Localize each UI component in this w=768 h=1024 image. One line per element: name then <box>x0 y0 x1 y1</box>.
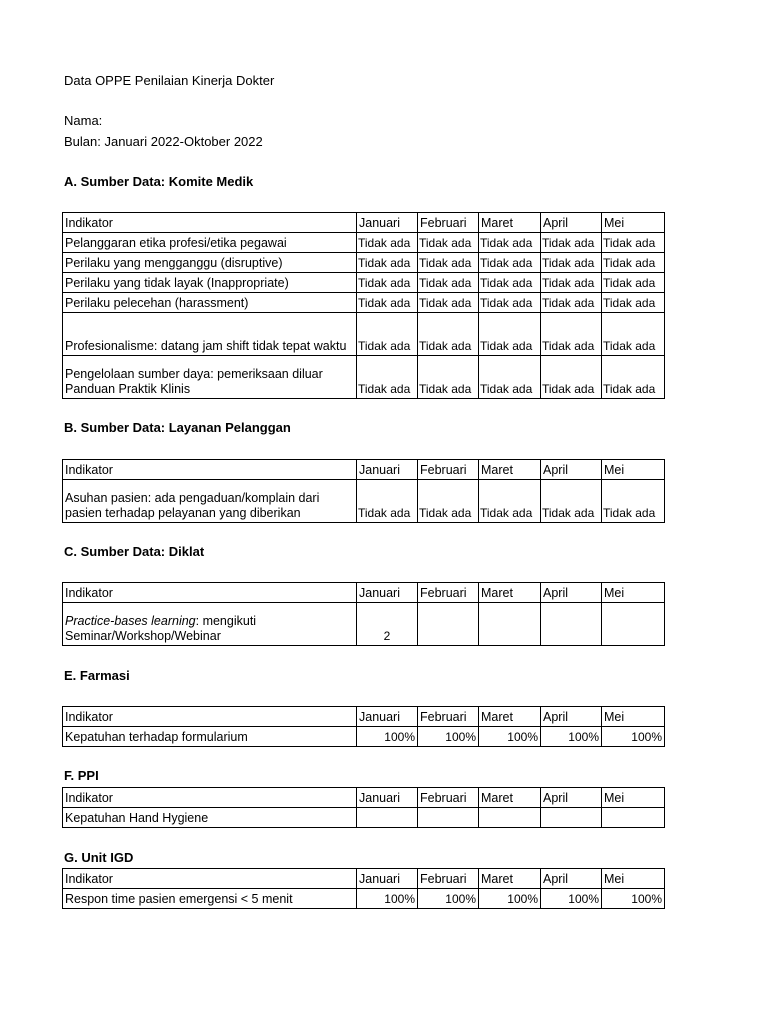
table-header-row <box>63 460 665 480</box>
indikator-cell: Asuhan pasien: ada pengaduan/komplain dari pasien terhadap pelayanan yang diberikan <box>63 480 357 523</box>
header-month: April <box>541 707 602 727</box>
value-cell <box>479 808 541 828</box>
value-cell: Tidak ada <box>541 233 602 253</box>
indikator-cell: Profesionalisme: datang jam shift tidak tepat waktu <box>63 313 357 356</box>
value-cell: Tidak ada <box>602 480 665 523</box>
value-cell: Tidak ada <box>602 313 665 356</box>
value-cell: Tidak ada <box>541 356 602 399</box>
indikator-text: : mengikuti Seminar/Workshop/Webinar <box>65 614 257 643</box>
table-unit-igd <box>62 868 665 909</box>
header-month: April <box>541 869 602 889</box>
header-month: Mei <box>602 707 665 727</box>
table-header-row <box>63 707 665 727</box>
value-cell: Tidak ada <box>357 253 418 273</box>
value-cell: Tidak ada <box>479 480 541 523</box>
header-month: Januari <box>357 460 418 480</box>
header-month: Maret <box>479 707 541 727</box>
table-header-row <box>63 213 665 233</box>
value-cell: Tidak ada <box>479 313 541 356</box>
indikator-cell: Kepatuhan terhadap formularium <box>63 727 357 747</box>
value-cell: 2 <box>357 603 418 646</box>
value-cell: Tidak ada <box>357 313 418 356</box>
table-header-row <box>63 869 665 889</box>
value-cell: Tidak ada <box>357 480 418 523</box>
indikator-cell: Pelanggaran etika profesi/etika pegawai <box>63 233 357 253</box>
header-month: Januari <box>357 213 418 233</box>
value-cell: 100% <box>602 727 665 747</box>
header-month: April <box>541 583 602 603</box>
value-cell: Tidak ada <box>479 273 541 293</box>
value-cell: Tidak ada <box>602 233 665 253</box>
value-cell: Tidak ada <box>418 356 479 399</box>
table-ppi <box>62 787 665 828</box>
value-cell: Tidak ada <box>418 273 479 293</box>
value-cell <box>418 603 479 646</box>
header-indikator: Indikator <box>63 788 357 808</box>
indikator-emphasis: Practice-bases learning <box>65 614 196 628</box>
document-title: Data OPPE Penilaian Kinerja Dokter <box>64 73 275 88</box>
header-indikator: Indikator <box>63 583 357 603</box>
value-cell: Tidak ada <box>541 480 602 523</box>
header-month: Februari <box>418 869 479 889</box>
value-cell: Tidak ada <box>418 313 479 356</box>
value-cell: 100% <box>541 889 602 909</box>
header-month: Maret <box>479 583 541 603</box>
value-cell: Tidak ada <box>541 273 602 293</box>
table-row <box>63 253 665 273</box>
header-month: Maret <box>479 869 541 889</box>
table-row <box>63 356 665 399</box>
header-month: Februari <box>418 583 479 603</box>
header-indikator: Indikator <box>63 707 357 727</box>
value-cell: Tidak ada <box>418 480 479 523</box>
table-layanan-pelanggan <box>62 459 665 523</box>
section-e-title: E. Farmasi <box>64 668 130 683</box>
value-cell: 100% <box>357 727 418 747</box>
section-a-title: A. Sumber Data: Komite Medik <box>64 174 254 189</box>
header-month: Februari <box>418 707 479 727</box>
value-cell: Tidak ada <box>357 233 418 253</box>
section-c-title: C. Sumber Data: Diklat <box>64 544 205 559</box>
indikator-cell: Perilaku yang tidak layak (Inappropriate) <box>63 273 357 293</box>
header-month: Januari <box>357 707 418 727</box>
header-month: Maret <box>479 788 541 808</box>
section-f-title: F. PPI <box>64 768 99 783</box>
indikator-cell: Kepatuhan Hand Hygiene <box>63 808 357 828</box>
header-month: Januari <box>357 788 418 808</box>
indikator-cell: Perilaku pelecehan (harassment) <box>63 293 357 313</box>
table-row <box>63 727 665 747</box>
value-cell: Tidak ada <box>357 273 418 293</box>
table-row <box>63 603 665 646</box>
header-month: April <box>541 788 602 808</box>
value-cell <box>418 808 479 828</box>
header-indikator: Indikator <box>63 869 357 889</box>
value-cell <box>602 808 665 828</box>
table-row <box>63 233 665 253</box>
value-cell: Tidak ada <box>602 293 665 313</box>
table-farmasi <box>62 706 665 747</box>
header-month: Februari <box>418 788 479 808</box>
value-cell: Tidak ada <box>418 233 479 253</box>
bulan-field: Bulan: Januari 2022-Oktober 2022 <box>64 134 263 149</box>
value-cell: Tidak ada <box>479 253 541 273</box>
table-row <box>63 293 665 313</box>
value-cell: Tidak ada <box>357 356 418 399</box>
header-month: Mei <box>602 583 665 603</box>
header-indikator: Indikator <box>63 213 357 233</box>
value-cell: Tidak ada <box>602 356 665 399</box>
header-month: Mei <box>602 213 665 233</box>
indikator-cell <box>63 603 357 646</box>
value-cell: 100% <box>479 727 541 747</box>
nama-field: Nama: <box>64 113 103 128</box>
header-month: Maret <box>479 213 541 233</box>
header-month: Maret <box>479 460 541 480</box>
value-cell: Tidak ada <box>602 273 665 293</box>
value-cell: Tidak ada <box>418 253 479 273</box>
table-row <box>63 273 665 293</box>
header-month: April <box>541 213 602 233</box>
header-month: Februari <box>418 460 479 480</box>
table-row <box>63 889 665 909</box>
table-row <box>63 313 665 356</box>
header-month: Januari <box>357 869 418 889</box>
header-month: Mei <box>602 869 665 889</box>
value-cell: Tidak ada <box>418 293 479 313</box>
value-cell: 100% <box>541 727 602 747</box>
value-cell: Tidak ada <box>479 356 541 399</box>
header-month: Mei <box>602 460 665 480</box>
value-cell <box>541 603 602 646</box>
value-cell: Tidak ada <box>479 293 541 313</box>
value-cell: Tidak ada <box>602 253 665 273</box>
value-cell: Tidak ada <box>541 293 602 313</box>
table-komite-medik <box>62 212 665 399</box>
header-month: Januari <box>357 583 418 603</box>
table-row <box>63 808 665 828</box>
section-b-title: B. Sumber Data: Layanan Pelanggan <box>64 420 291 435</box>
header-month: Mei <box>602 788 665 808</box>
indikator-cell: Respon time pasien emergensi < 5 menit <box>63 889 357 909</box>
value-cell: Tidak ada <box>357 293 418 313</box>
indikator-cell: Pengelolaan sumber daya: pemeriksaan diluar Panduan Praktik Klinis <box>63 356 357 399</box>
table-header-row <box>63 788 665 808</box>
indikator-cell: Perilaku yang mengganggu (disruptive) <box>63 253 357 273</box>
table-header-row <box>63 583 665 603</box>
value-cell: 100% <box>602 889 665 909</box>
section-g-title: G. Unit IGD <box>64 850 134 865</box>
value-cell: 100% <box>418 889 479 909</box>
header-month: April <box>541 460 602 480</box>
header-indikator: Indikator <box>63 460 357 480</box>
value-cell: Tidak ada <box>479 233 541 253</box>
value-cell <box>357 808 418 828</box>
value-cell: 100% <box>357 889 418 909</box>
table-row <box>63 480 665 523</box>
value-cell: Tidak ada <box>541 313 602 356</box>
header-month: Februari <box>418 213 479 233</box>
value-cell: 100% <box>479 889 541 909</box>
value-cell <box>602 603 665 646</box>
value-cell <box>541 808 602 828</box>
value-cell: 100% <box>418 727 479 747</box>
value-cell <box>479 603 541 646</box>
value-cell: Tidak ada <box>541 253 602 273</box>
table-diklat <box>62 582 665 646</box>
